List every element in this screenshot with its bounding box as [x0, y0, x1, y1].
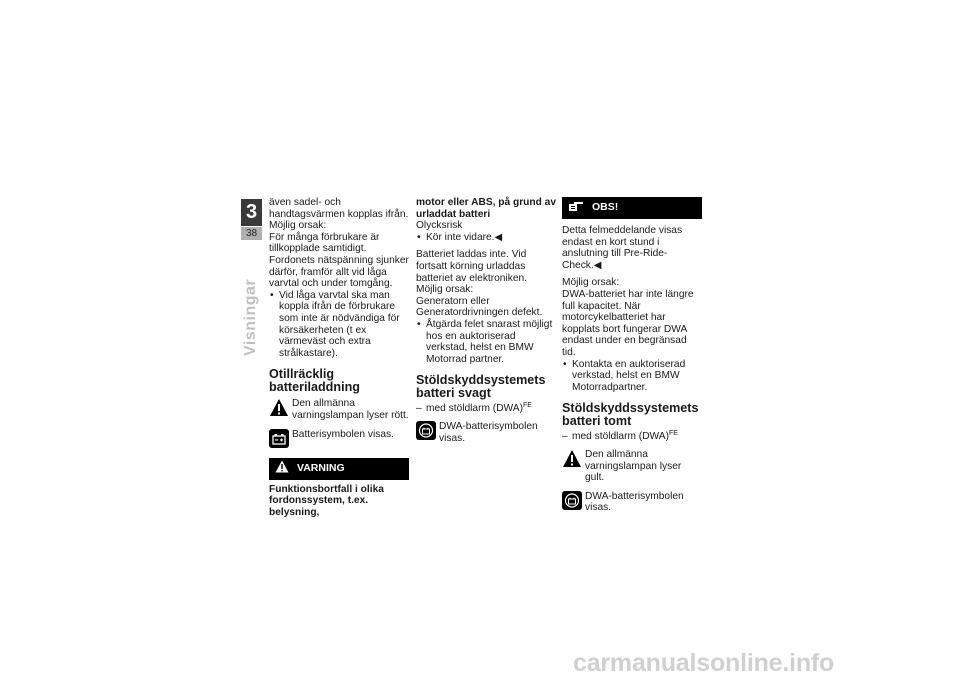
warning-label: VARNING	[297, 461, 345, 474]
col3-bullet-1: • Kontakta en auktoriserad verkstad, helst en BMW Motorradpartner.	[562, 359, 702, 394]
col1-cause-label: Möjlig orsak:	[269, 220, 327, 232]
col1-warning-text: Funktionsbortfall i olika fordonssystem, t.ex. belysning,	[269, 483, 384, 518]
col2-icon-row-1	[416, 421, 556, 444]
col1-icon-row-1	[269, 398, 409, 421]
col2-equipment-text: med stöldlarm (DWA)	[426, 403, 523, 415]
col3-equipment-line	[562, 431, 702, 443]
col1-paragraph-3: För många förbrukare är tillkopplade samtidigt. Fordonets nätspänning sjunker därför, framför allt vid låga varvtal och under tomgång.	[269, 231, 409, 290]
col3-icon-row-1	[562, 449, 702, 484]
warning-triangle-icon	[269, 398, 289, 417]
col3-icon-text-2: DWA-batterisymbolen visas.	[585, 490, 684, 514]
col2-paragraph-2: Batteriet laddas inte. Vid fortsatt körning urladdas batteriet av elektroniken.	[416, 249, 527, 284]
col3-icon-row-2	[562, 491, 702, 514]
column-2	[416, 197, 556, 444]
col3-equipment-text: med stöldlarm (DWA)	[572, 431, 669, 443]
warning-triangle-icon	[275, 460, 289, 477]
col3-paragraph-3: DWA-batteriet har inte längre full kapacitet. När motorcykelbatteriet har kopplats bort fungerar DWA endast under en begränsad tid.	[562, 288, 694, 358]
col1-icon-row-2	[269, 429, 409, 448]
battery-icon	[269, 429, 289, 448]
pointing-hand-icon	[568, 200, 584, 216]
col2-heading: Stöldskyddsystemets batteri svagt	[416, 373, 546, 401]
col2-equipment-sup: FE	[522, 402, 532, 410]
col2-paragraph-4: Generatorn eller Generatordrivningen defekt.	[416, 295, 543, 319]
col2-bold-continuation: motor eller ABS, på grund av urladdat batteri	[416, 197, 557, 220]
col3-equipment-sup: FE	[668, 430, 678, 438]
col1-icon-text-1: Den allmänna varningslampan lyser rött.	[292, 398, 409, 421]
warning-triangle-icon	[562, 449, 582, 468]
section-tab	[238, 246, 262, 356]
chapter-number: 3	[241, 199, 262, 226]
col1-paragraph-1: även sadel- och handtagsvärmen kopplas ifrån.	[269, 197, 409, 220]
col2-paragraph-1: Olycksrisk	[416, 220, 463, 232]
col1-heading: Otillräcklig batteriladdning	[269, 367, 360, 395]
dwa-battery-icon	[416, 421, 436, 440]
col3-cause-label: Möjlig orsak:	[562, 277, 620, 289]
col2-bullet-2: • Åtgärda felet snarast möjligt hos en auktoriserad verkstad, helst en BMW Motorrad partner.	[416, 319, 556, 365]
col2-equipment-line	[416, 403, 556, 415]
dwa-battery-icon	[562, 491, 582, 510]
warning-banner	[269, 458, 409, 480]
notice-banner	[562, 197, 702, 219]
section-label: Visningar	[242, 278, 259, 356]
col2-cause-label: Möjlig orsak:	[416, 284, 474, 296]
col1-icon-text-2: Batterisymbolen visas.	[292, 428, 394, 440]
col3-paragraph-1: Detta felmeddelande visas endast en kort stund i anslutning till Pre-Ride-Check.◀	[562, 225, 683, 271]
col2-bullet-1: • Kör inte vidare.◀	[416, 232, 556, 244]
page-number: 38	[241, 227, 262, 240]
col3-heading: Stöldskyddssystemets batteri tomt	[562, 401, 699, 429]
watermark: carmanualsonline.info	[573, 649, 835, 677]
column-3	[562, 197, 702, 514]
col3-icon-text-1: Den allmänna varningslampan lyser gult.	[585, 448, 682, 484]
col2-icon-text-1: DWA-batterisymbolen visas.	[439, 420, 538, 444]
notice-label: OBS!	[592, 201, 619, 214]
col1-bullet-1: • Vid låga varvtal ska man koppla ifrån de förbrukare som inte är nödvändiga för körsäkerheten (t ex värmeväst och extra strålkastare).	[269, 290, 409, 360]
column-1	[269, 197, 409, 518]
